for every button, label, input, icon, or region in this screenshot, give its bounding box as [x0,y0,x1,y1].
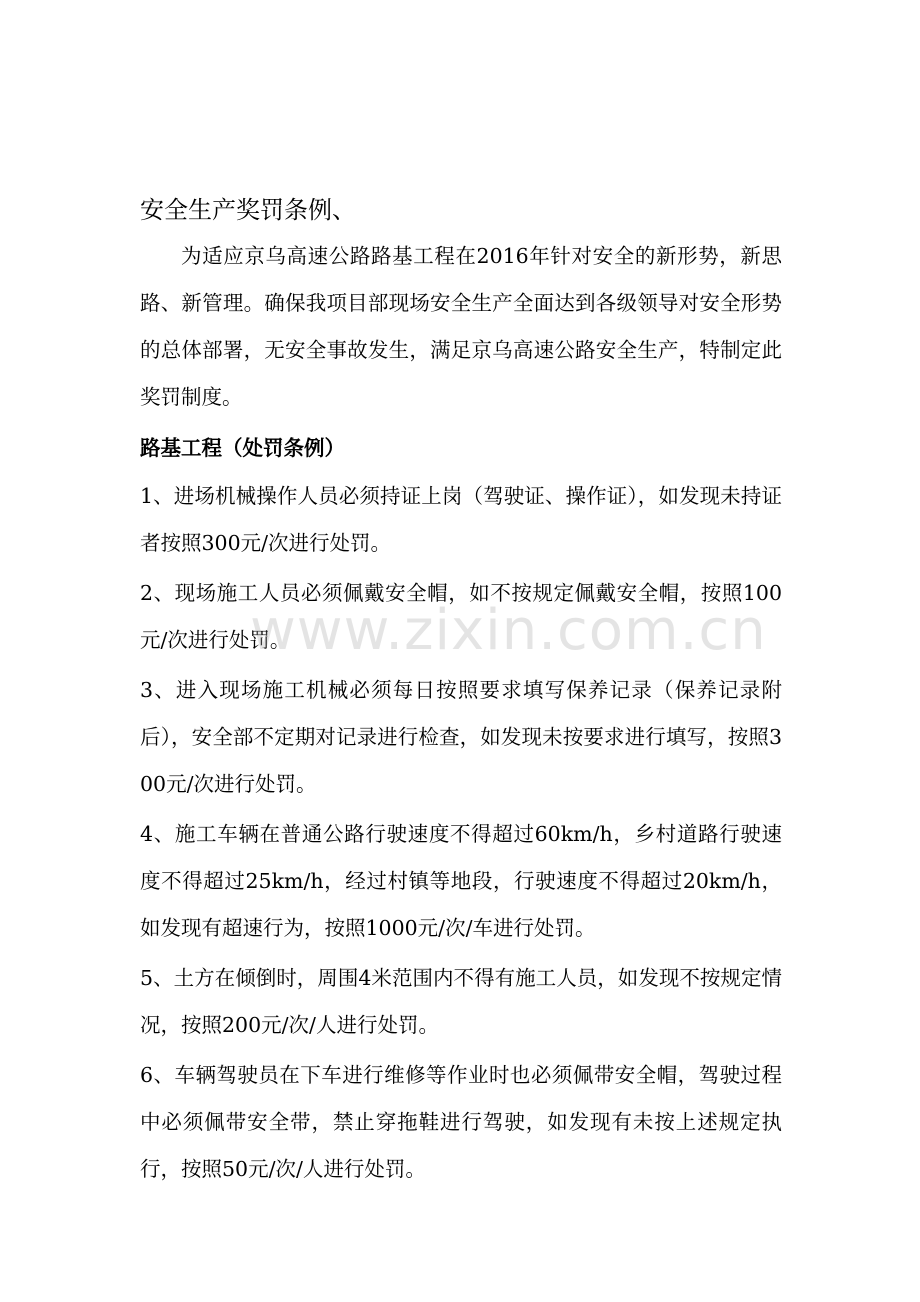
rule-item-5: 5、土方在倾倒时，周围4米范围内不得有施工人员，如发现不按规定情况，按照200元/次/人进行处罚。 [140,966,782,1037]
rule-item-6: 6、车辆驾驶员在下车进行维修等作业时也必须佩带安全帽，驾驶过程中必须佩带安全带，禁止穿拖鞋进行驾驶，如发现有未按上述规定执行，按照50元/次/人进行处罚。 [140,1063,782,1181]
watermark-text: www.zixin.com.cn [250,598,767,663]
rule-item-4: 4、施工车辆在普通公路行驶速度不得超过60km/h，乡村道路行驶速度不得超过25km/h，经过村镇等地段，行驶速度不得超过20km/h，如发现有超速行为，按照1000元/次/车进行处罚。 [140,822,782,940]
rule-item-3: 3、进入现场施工机械必须每日按照要求填写保养记录（保养记录附后），安全部不定期对记录进行检查，如发现未按要求进行填写，按照300元/次进行处罚。 [140,678,782,796]
document-title: 安全生产奖罚条例、 [140,196,356,224]
rule-item-2: 2、现场施工人员必须佩戴安全帽，如不按规定佩戴安全帽，按照100元/次进行处罚。 [140,581,782,652]
intro-paragraph: 为适应京乌高速公路路基工程在2016年针对安全的新形势，新思路、新管理。确保我项目部现场安全生产全面达到各级领导对安全形势的总体部署，无安全事故发生，满足京乌高速公路安全生产，特制定此奖罚制度。 [140,244,782,409]
section-heading: 路基工程（处罚条例） [140,436,345,460]
rule-item-1: 1、进场机械操作人员必须持证上岗（驾驶证、操作证），如发现未持证者按照300元/次进行处罚。 [140,484,782,555]
